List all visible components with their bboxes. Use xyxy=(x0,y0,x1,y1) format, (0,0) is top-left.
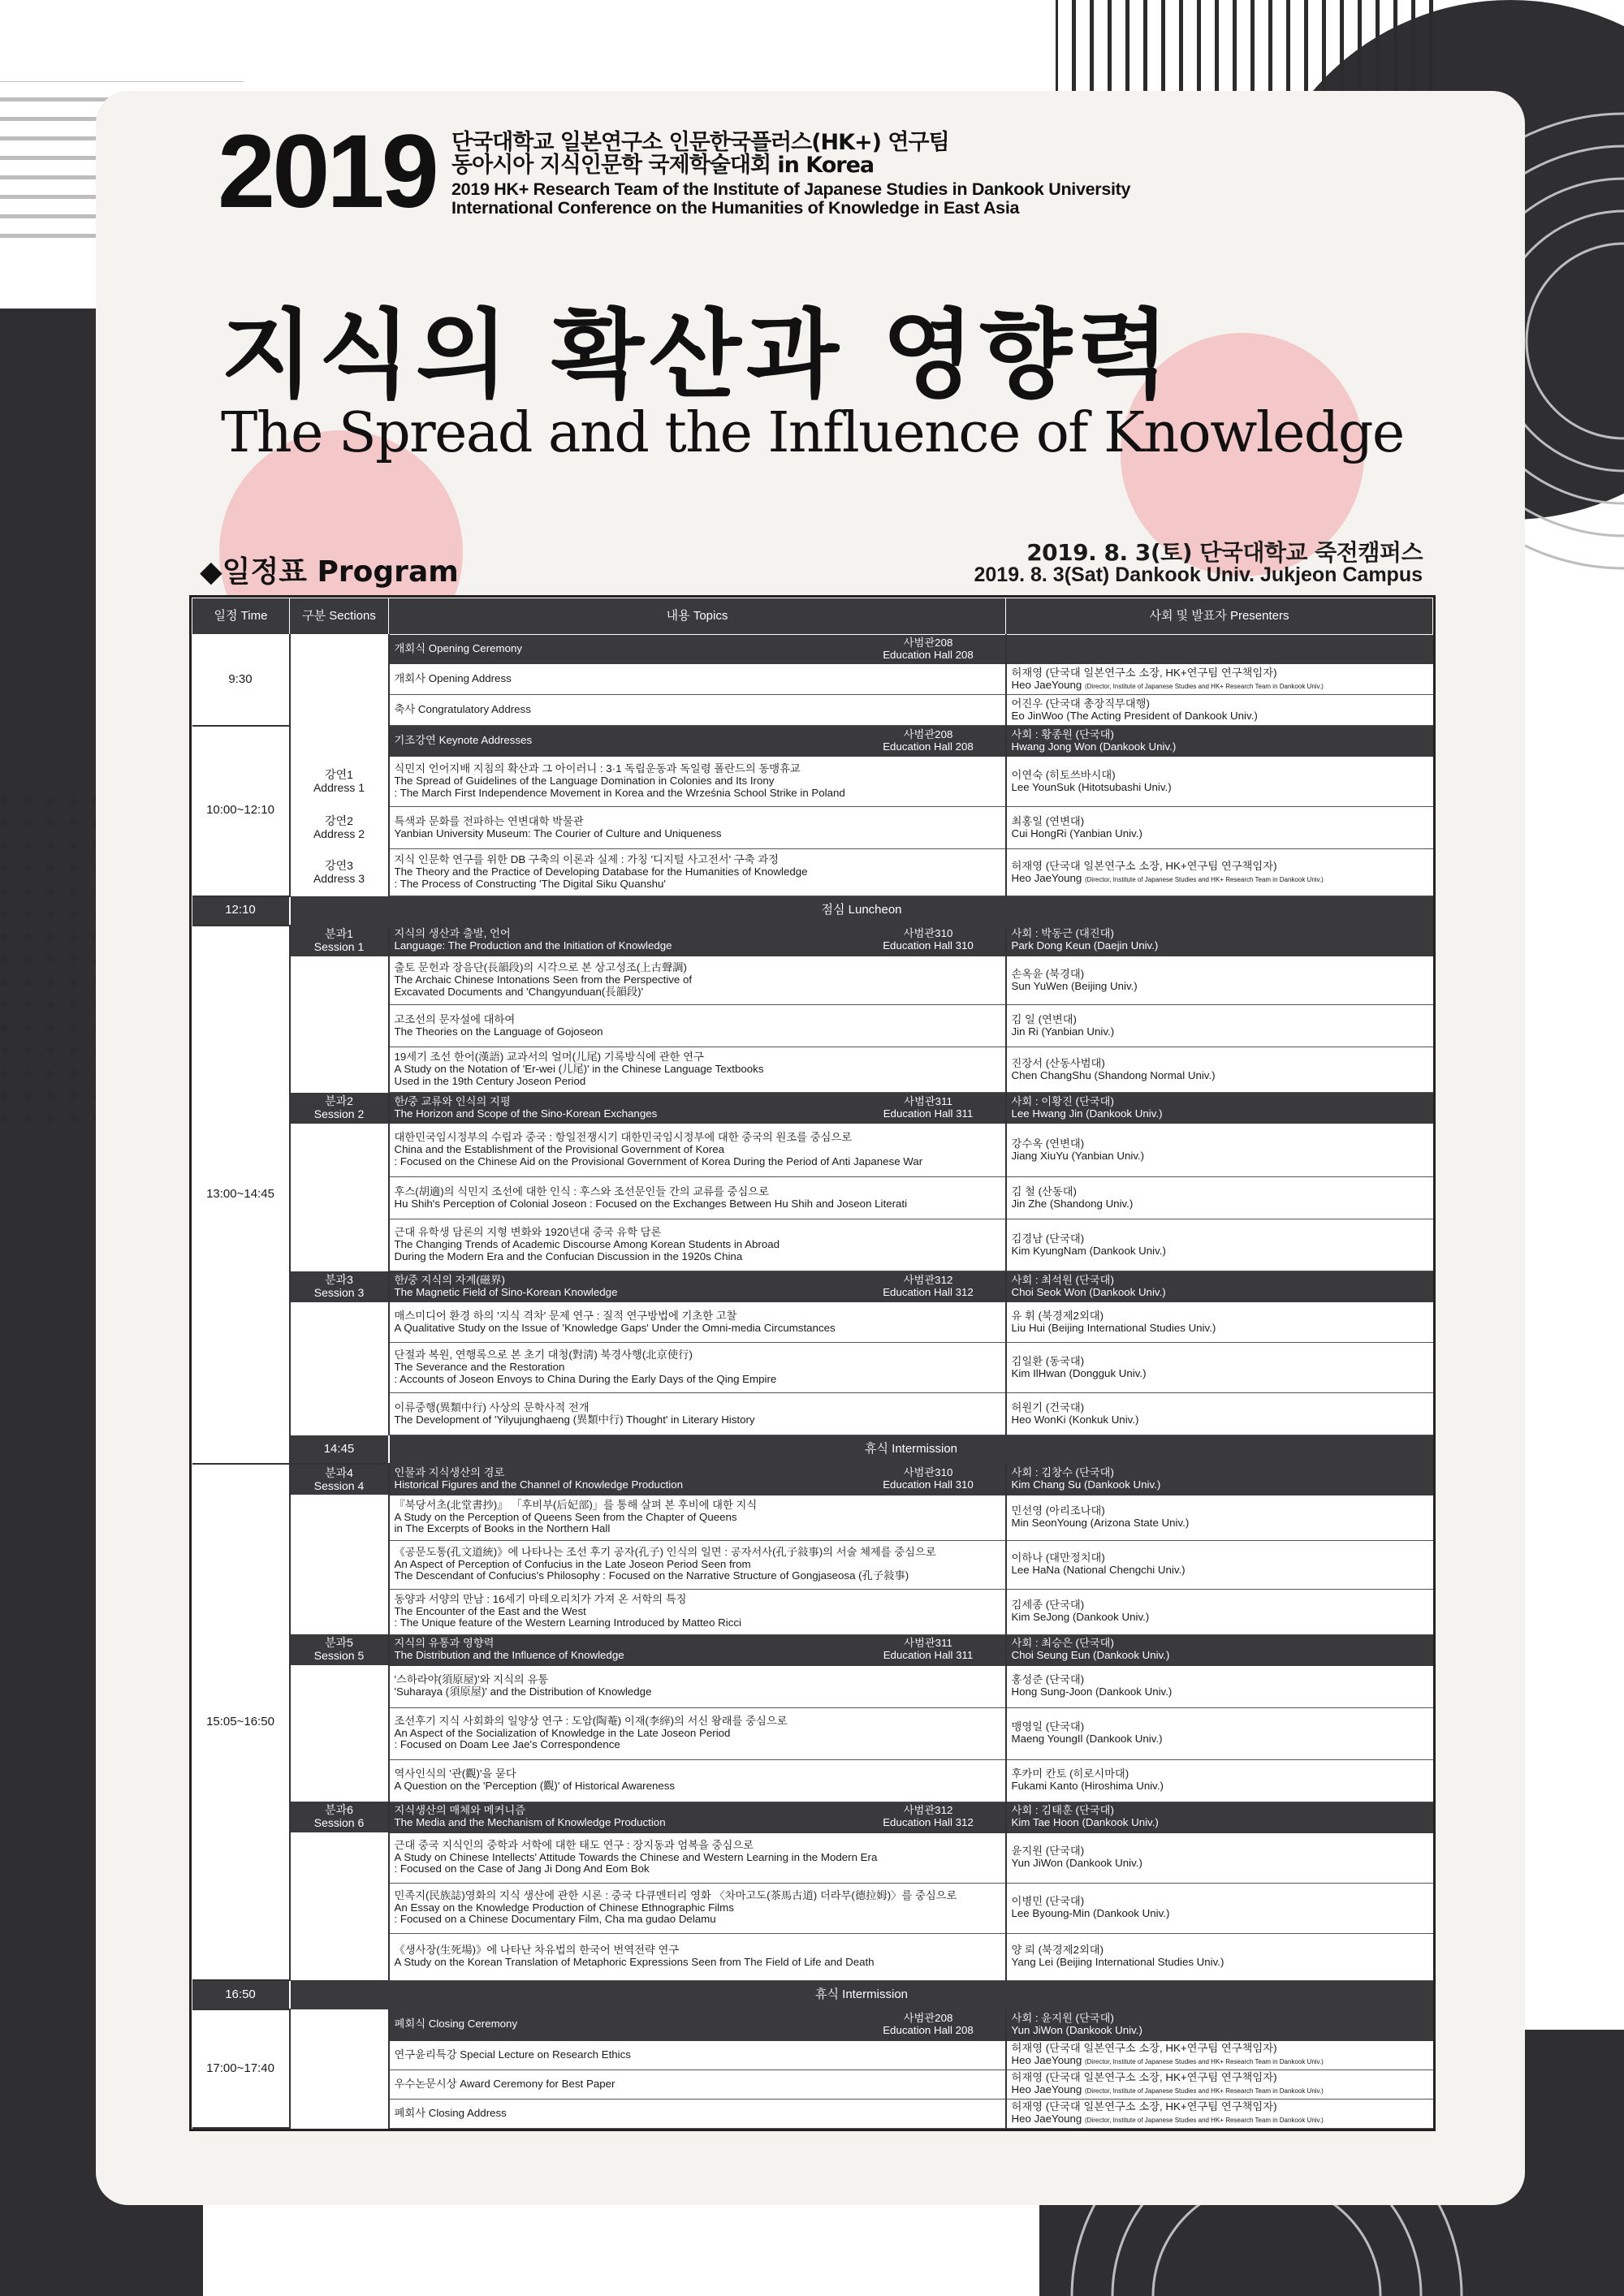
time-slot: 16:50 xyxy=(192,1980,290,2009)
session4-header-row xyxy=(192,1464,1433,1495)
chair: 사회 : 김태훈 (단국대) Kim Tae Hoon (Dankook Univ.) xyxy=(1006,1802,1433,1832)
topic: 동양과 서양의 만남 : 16세기 마테오리치가 가져 온 서학의 특징 The Encounter of the East and the West : The Unique feature of the Western Learning Introduced by Matteo Ricci xyxy=(389,1589,1006,1634)
presenter xyxy=(1006,635,1433,664)
topic: 특색과 문화를 전파하는 연변대학 박물관 Yanbian University Museum: The Courier of Culture and Uniqueness xyxy=(389,807,1006,849)
table-row xyxy=(192,849,1433,896)
presenter: 진장서 (산동사범대) Chen ChangShu (Shandong Normal Univ.) xyxy=(1006,1047,1433,1093)
table-row xyxy=(192,1883,1433,1933)
chair: 사회 : 이황진 (단국대) Lee Hwang Jin (Dankook Univ.) xyxy=(1006,1093,1433,1124)
opening-header-row xyxy=(192,635,1433,664)
conference-year: 2019 xyxy=(218,114,436,230)
presenter: 맹영일 (단국대) Maeng YoungIl (Dankook Univ.) xyxy=(1006,1707,1433,1759)
presenter: 김일환 (동국대) Kim IlHwan (Dongguk Univ.) xyxy=(1006,1343,1433,1393)
presenter: 허재영 (단국대 일본연구소 소장, HK+연구팀 연구책임자) Heo JaeYoung (Director, Institute of Japanese Studies and HK+ Research Team in Dankook Univ.) xyxy=(1006,664,1433,695)
table-row xyxy=(192,1124,1433,1177)
break-label: 점심 Luncheon xyxy=(290,896,1433,926)
section-label: 분과5 Session 5 xyxy=(290,1634,389,1665)
lunch-row xyxy=(192,896,1433,926)
table-row xyxy=(192,2040,1433,2069)
table-row xyxy=(192,1665,1433,1707)
topic: 민족지(民族誌)영화의 지식 생산에 관한 시론 : 중국 다큐멘터리 영화 〈차마고도(茶馬古道) 더라무(德拉姆)〉를 중심으로 An Essay on the Knowledge Production of Chinese Ethnographic Films : Focused on a Chinese Documentary Film, Cha ma gudao Delamu xyxy=(389,1883,1006,1933)
session3-header-row xyxy=(192,1271,1433,1302)
topic: 출토 문헌과 장음단(長韻段)의 시각으로 본 상고성조(上古聲調) The Archaic Chinese Intonations Seen from the Perspective of Excavated Documents and 'Changyunduan(長韻段)' xyxy=(389,956,1006,1005)
topic: 《생사장(生死場)》에 나타난 차유법의 한국어 번역전략 연구 A Study on the Korean Translation of Metaphoric Expressions Seen from The Field of Life and Death xyxy=(389,1933,1006,1980)
venue: 사범관312 Education Hall 312 xyxy=(852,1802,1006,1832)
section-label: 분과1 Session 1 xyxy=(290,926,389,956)
section-label: 분과4 Session 4 xyxy=(290,1464,389,1495)
main-title-en: The Spread and the Influence of Knowledge xyxy=(221,401,1404,465)
table-row xyxy=(192,695,1433,726)
topic: 후스(胡適)의 식민지 조선에 대한 인식 : 후스와 조선문인들 간의 교류를 중심으로 Hu Shih's Perception of Colonial Joseon : Focused on the Exchanges Between Hu Shih and Joseon Literati xyxy=(389,1177,1006,1219)
table-row xyxy=(192,664,1433,695)
date-venue xyxy=(974,541,1423,586)
session1-header-row xyxy=(192,926,1433,956)
topic: 19세기 조선 한어(漢語) 교과서의 얼머(儿尾) 기록방식에 관한 연구 A Study on the Notation of 'Er-wei (儿尾)' in the Chinese Language Textbooks Used in the 19th Century Joseon Period xyxy=(389,1047,1006,1093)
presenter: 유 휘 (북경제2외대) Liu Hui (Beijing International Studies Univ.) xyxy=(1006,1302,1433,1343)
table-row xyxy=(192,1047,1433,1093)
presenter: 김 철 (산동대) Jin Zhe (Shandong Univ.) xyxy=(1006,1177,1433,1219)
chair: 사회 : 최석원 (단국대) Choi Seok Won (Dankook Univ.) xyxy=(1006,1271,1433,1302)
table-row xyxy=(192,1177,1433,1219)
chair: 사회 : 박동근 (대진대) Park Dong Keun (Daejin Univ.) xyxy=(1006,926,1433,956)
topic: 고조선의 문자설에 대하여 The Theories on the Language of Gojoseon xyxy=(389,1005,1006,1047)
presenter: 윤지원 (단국대) Yun JiWon (Dankook Univ.) xyxy=(1006,1832,1433,1883)
venue: 사범관311 Education Hall 311 xyxy=(852,1634,1006,1665)
session-title: 지식생산의 매체와 메커니즘 The Media and the Mechanism of Knowledge Production xyxy=(389,1802,852,1832)
table-row xyxy=(192,1302,1433,1343)
col-presenters: 사회 및 발표자 Presenters xyxy=(1006,598,1433,635)
section-cell xyxy=(290,635,389,664)
table-row xyxy=(192,1540,1433,1589)
session-title: 한/중 교류와 인식의 지평 The Horizon and Scope of the Sino-Korean Exchanges xyxy=(389,1093,852,1124)
topic: 지식 인문학 연구를 위한 DB 구축의 이론과 실제 : 가칭 '디지털 사고전서' 구축 과정 The Theory and the Practice of Developing Database for the Humanities of Knowledge : The Process of Constructing 'The Digital Siku Quanshu' xyxy=(389,849,1006,896)
presenter: 홍성준 (단국대) Hong Sung-Joon (Dankook Univ.) xyxy=(1006,1665,1433,1707)
col-sections: 구분 Sections xyxy=(290,598,389,635)
keynote-title: 기조강연 Keynote Addresses xyxy=(389,726,852,757)
intermission-row xyxy=(192,1980,1433,2009)
section-label: 분과6 Session 6 xyxy=(290,1802,389,1832)
time-slot: 10:00~12:10 xyxy=(192,726,290,896)
section-label: 분과2 Session 2 xyxy=(290,1093,389,1124)
schedule-table xyxy=(192,598,1433,2129)
time-slot: 12:10 xyxy=(192,896,290,926)
topic: 단절과 복원, 연행록으로 본 초기 대청(對淸) 북경사행(北京使行) The Severance and the Restoration : Accounts of Joseon Envoys to China During the Early Days of the Qing Empire xyxy=(389,1343,1006,1393)
table-row xyxy=(192,807,1433,849)
closing-header-row xyxy=(192,2009,1433,2040)
presenter: 이병민 (단국대) Lee Byoung-Min (Dankook Univ.) xyxy=(1006,1883,1433,1933)
header-kr-line1: 단국대학교 일본연구소 인문한국플러스(HK+) 연구팀 xyxy=(451,130,949,155)
schedule-header-row xyxy=(192,598,1433,635)
session-title: 지식의 생산과 출발, 언어 Language: The Production and the Initiation of Knowledge xyxy=(389,926,852,956)
header-en-line2: International Conference on the Humanities of Knowledge in East Asia xyxy=(451,197,1020,218)
chair: 사회 : 윤지원 (단국대) Yun JiWon (Dankook Univ.) xyxy=(1006,2009,1433,2040)
presenter: 허재영 (단국대 일본연구소 소장, HK+연구팀 연구책임자) Heo JaeYoung (Director, Institute of Japanese Studies and HK+ Research Team in Dankook Univ.) xyxy=(1006,2069,1433,2099)
session2-header-row xyxy=(192,1093,1433,1124)
presenter: 어진우 (단국대 총장직무대행) Eo JinWoo (The Acting President of Dankook Univ.) xyxy=(1006,695,1433,726)
presenter: 손옥윤 (북경대) Sun YuWen (Beijing Univ.) xyxy=(1006,956,1433,1005)
presenter: 민선영 (아리조나대) Min SeonYoung (Arizona State Univ.) xyxy=(1006,1495,1433,1540)
chair: 사회 : 최승은 (단국대) Choi Seung Eun (Dankook Univ.) xyxy=(1006,1634,1433,1665)
table-row xyxy=(192,1707,1433,1759)
topic: 이류중행(異類中行) 사상의 문학사적 전개 The Development of 'Yilyujunghaeng (異類中行) Thought' in Literary History xyxy=(389,1393,1006,1435)
presenter: 허재영 (단국대 일본연구소 소장, HK+연구팀 연구책임자) Heo JaeYoung (Director, Institute of Japanese Studies and HK+ Research Team in Dankook Univ.) xyxy=(1006,849,1433,896)
presenter: 이하나 (대만정치대) Lee HaNa (National Chengchi Univ.) xyxy=(1006,1540,1433,1589)
col-topics: 내용 Topics xyxy=(389,598,1006,635)
table-row xyxy=(192,1832,1433,1883)
table-row xyxy=(192,1005,1433,1047)
table-row xyxy=(192,2069,1433,2099)
topic: '스하라야(須原屋)'와 지식의 유통 'Suharaya (須原屋)' and the Distribution of Knowledge xyxy=(389,1665,1006,1707)
presenter: 허재영 (단국대 일본연구소 소장, HK+연구팀 연구책임자) Heo JaeYoung (Director, Institute of Japanese Studies and HK+ Research Team in Dankook Univ.) xyxy=(1006,2099,1433,2128)
presenter: 김 일 (연변대) Jin Ri (Yanbian Univ.) xyxy=(1006,1005,1433,1047)
time-slot: 14:45 xyxy=(290,1435,389,1464)
section-label: 강연1 Address 1 xyxy=(290,757,389,807)
chair: 사회 : 김창수 (단국대) Kim Chang Su (Dankook Univ.) xyxy=(1006,1464,1433,1495)
time-slot: 9:30 xyxy=(192,635,290,726)
topic: 대한민국임시정부의 수립과 중국 : 항일전쟁시기 대한민국임시정부에 대한 중국의 원조를 중심으로 China and the Establishment of the Provisional Government of Korea : Focused on the Chinese Aid on the Provisional Government of Korea During the Period of Anti Japanese War xyxy=(389,1124,1006,1177)
topic: 우수논문시상 Award Ceremony for Best Paper xyxy=(389,2069,1006,2099)
session-title: 인물과 지식생산의 경로 Historical Figures and the Channel of Knowledge Production xyxy=(389,1464,852,1495)
venue: 사범관310 Education Hall 310 xyxy=(852,926,1006,956)
col-time: 일정 Time xyxy=(192,598,290,635)
presenter: 이연숙 (히토쓰바시대) Lee YounSuk (Hitotsubashi Univ.) xyxy=(1006,757,1433,807)
table-row xyxy=(192,1759,1433,1802)
session6-header-row xyxy=(192,1802,1433,1832)
conference-header xyxy=(451,132,1130,217)
presenter: 허재영 (단국대 일본연구소 소장, HK+연구팀 연구책임자) Heo JaeYoung (Director, Institute of Japanese Studies and HK+ Research Team in Dankook Univ.) xyxy=(1006,2040,1433,2069)
section-label: 분과3 Session 3 xyxy=(290,1271,389,1302)
header-en-line1: 2019 HK+ Research Team of the Institute of Japanese Studies in Dankook University xyxy=(451,179,1131,199)
time-slot: 15:05~16:50 xyxy=(192,1464,290,1980)
time-slot: 13:00~14:45 xyxy=(192,926,290,1465)
topic: 축사 Congratulatory Address xyxy=(389,695,1006,726)
venue: 사범관310 Education Hall 310 xyxy=(852,1464,1006,1495)
presenter: 강수옥 (연변대) Jiang XiuYu (Yanbian Univ.) xyxy=(1006,1124,1433,1177)
date-en: 2019. 8. 3(Sat) Dankook Univ. Jukjeon Campus xyxy=(974,563,1423,587)
keynote-header-row xyxy=(192,726,1433,757)
venue: 사범관208 Education Hall 208 xyxy=(852,635,1006,664)
table-row xyxy=(192,956,1433,1005)
session5-header-row xyxy=(192,1634,1433,1665)
section-label: 강연3 Address 3 xyxy=(290,849,389,896)
topic: 《공문도통(孔文道統)》에 나타나는 조선 후기 공자(孔子) 인식의 일면 : 공자서사(孔子敍事)의 서술 체제를 중심으로 An Aspect of Perception of Confucius in the Late Joseon Period Seen from The Descendant of Confucius's Philosophy : Focused on the Narrative Structure of Gongjaseosa (孔子敍事) xyxy=(389,1540,1006,1589)
table-row xyxy=(192,1343,1433,1393)
topic: 매스미디어 환경 하의 '지식 격차' 문제 연구 : 질적 연구방법에 기초한 고찰 A Qualitative Study on the Issue of 'Knowledge Gaps' Under the Omni-media Circumstances xyxy=(389,1302,1006,1343)
table-row xyxy=(192,2099,1433,2128)
topic: 폐회사 Closing Address xyxy=(389,2099,1006,2128)
chair: 사회 : 황종원 (단국대) Hwang Jong Won (Dankook Univ.) xyxy=(1006,726,1433,757)
break-label: 휴식 Intermission xyxy=(290,1980,1433,2009)
presenter: 김세종 (단국대) Kim SeJong (Dankook Univ.) xyxy=(1006,1589,1433,1634)
session-title: 한/중 지식의 자계(磁界) The Magnetic Field of Sino-Korean Knowledge xyxy=(389,1271,852,1302)
table-row xyxy=(192,1219,1433,1271)
venue: 사범관311 Education Hall 311 xyxy=(852,1093,1006,1124)
presenter: 최홍일 (연변대) Cui HongRi (Yanbian Univ.) xyxy=(1006,807,1433,849)
topic: 개회사 Opening Address xyxy=(389,664,1006,695)
topic: 『북당서초(北堂書抄)』 「후비부(后妃部)」를 통해 살펴 본 후비에 대한 지식 A Study on the Perception of Queens Seen from the Chapter of Queens in The Excerpts of Books in the Northern Hall xyxy=(389,1495,1006,1540)
topic: 역사인식의 '관(觀)'을 묻다 A Question on the 'Perception (觀)' of Historical Awareness xyxy=(389,1759,1006,1802)
venue: 사범관312 Education Hall 312 xyxy=(852,1271,1006,1302)
opening-title: 개회식 Opening Ceremony xyxy=(389,635,852,664)
section-label: 강연2 Address 2 xyxy=(290,807,389,849)
date-kr: 2019. 8. 3(토) 단국대학교 죽전캠퍼스 xyxy=(1026,539,1423,566)
topic: 조선후기 지식 사회화의 일양상 연구 : 도암(陶菴) 이재(李縡)의 서신 왕래를 중심으로 An Aspect of the Socialization of Knowledge in the Late Joseon Period : Focused on Doam Lee Jae's Correspondence xyxy=(389,1707,1006,1759)
intermission-row xyxy=(192,1435,1433,1464)
venue: 사범관208 Education Hall 208 xyxy=(852,726,1006,757)
session-title: 지식의 유통과 영향력 The Distribution and the Influence of Knowledge xyxy=(389,1634,852,1665)
program-heading: ◆일정표 Program xyxy=(200,555,459,589)
header-kr-line2: 동아시아 지식인문학 국제학술대회 in Korea xyxy=(451,153,875,178)
presenter: 후카미 칸토 (히로시마대) Fukami Kanto (Hiroshima Univ.) xyxy=(1006,1759,1433,1802)
topic: 식민지 언어지배 지침의 확산과 그 아이러니 : 3·1 독립운동과 독일령 폴란드의 동맹휴교 The Spread of Guidelines of the Language Domination in Colonies and Its Irony : The March First Independence Movement in Korea and the Września School Strike in Poland xyxy=(389,757,1006,807)
presenter: 김경남 (단국대) Kim KyungNam (Dankook Univ.) xyxy=(1006,1219,1433,1271)
table-row xyxy=(192,757,1433,807)
presenter: 양 뢰 (북경제2외대) Yang Lei (Beijing International Studies Univ.) xyxy=(1006,1933,1433,1980)
time-slot: 17:00~17:40 xyxy=(192,2009,290,2128)
topic: 근대 유학생 담론의 지형 변화와 1920년대 중국 유학 담론 The Changing Trends of Academic Discourse Among Korean Students in Abroad During the Modern Era and the Confucian Discussion in the 1920s China xyxy=(389,1219,1006,1271)
topic: 근대 중국 지식인의 중학과 서학에 대한 태도 연구 : 장지동과 엄복을 중심으로 A Study on Chinese Intellects' Attitude Towards the Chinese and Western Learning in the Modern Era : Focused on the Case of Jang Ji Dong And Eom Bok xyxy=(389,1832,1006,1883)
table-row xyxy=(192,1933,1433,1980)
presenter: 허원기 (건국대) Heo WonKi (Konkuk Univ.) xyxy=(1006,1393,1433,1435)
closing-title: 폐회식 Closing Ceremony xyxy=(389,2009,852,2040)
topic: 연구윤리특강 Special Lecture on Research Ethics xyxy=(389,2040,1006,2069)
venue: 사범관208 Education Hall 208 xyxy=(852,2009,1006,2040)
table-row xyxy=(192,1393,1433,1435)
main-title-kr: 지식의 확산과 영향력 xyxy=(221,299,1175,411)
break-label: 휴식 Intermission xyxy=(389,1435,1433,1464)
table-row xyxy=(192,1589,1433,1634)
table-row xyxy=(192,1495,1433,1540)
